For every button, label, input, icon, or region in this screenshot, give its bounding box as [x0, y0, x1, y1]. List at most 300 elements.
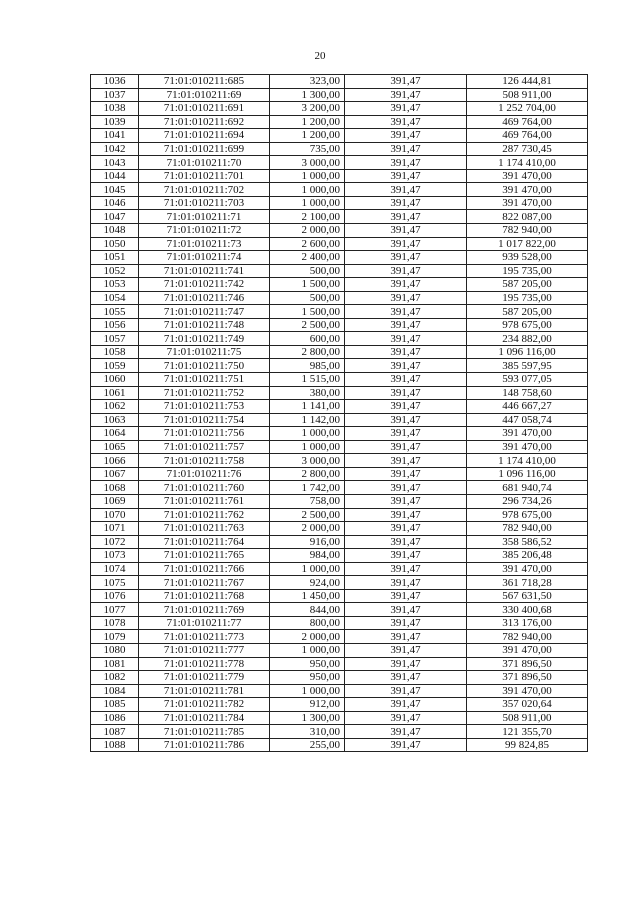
table-row — [91, 508, 588, 522]
area-cell: 2 600,00 — [270, 237, 345, 251]
area-cell: 916,00 — [270, 535, 345, 549]
value-cell: 296 734,26 — [467, 494, 588, 508]
rate-cell: 391,47 — [345, 413, 467, 427]
cadastral-number-cell: 71:01:010211:75 — [139, 345, 270, 359]
rate-cell: 391,47 — [345, 183, 467, 197]
area-cell: 1 500,00 — [270, 305, 345, 319]
value-cell: 195 735,00 — [467, 264, 588, 278]
rate-cell: 391,47 — [345, 102, 467, 116]
cadastral-number-cell: 71:01:010211:694 — [139, 129, 270, 143]
table-row — [91, 142, 588, 156]
value-cell: 391 470,00 — [467, 684, 588, 698]
cadastral-number-cell: 71:01:010211:768 — [139, 589, 270, 603]
table-row — [91, 603, 588, 617]
value-cell: 939 528,00 — [467, 251, 588, 265]
rate-cell: 391,47 — [345, 427, 467, 441]
row-number-cell: 1087 — [91, 725, 139, 739]
table-row — [91, 698, 588, 712]
row-number-cell: 1044 — [91, 169, 139, 183]
cadastral-number-cell: 71:01:010211:69 — [139, 88, 270, 102]
area-cell: 1 450,00 — [270, 589, 345, 603]
table-row — [91, 129, 588, 143]
row-number-cell: 1052 — [91, 264, 139, 278]
area-cell: 1 141,00 — [270, 400, 345, 414]
value-cell: 391 470,00 — [467, 643, 588, 657]
cadastral-number-cell: 71:01:010211:74 — [139, 251, 270, 265]
area-cell: 1 000,00 — [270, 427, 345, 441]
cadastral-number-cell: 71:01:010211:781 — [139, 684, 270, 698]
value-cell: 587 205,00 — [467, 305, 588, 319]
value-cell: 469 764,00 — [467, 129, 588, 143]
row-number-cell: 1066 — [91, 454, 139, 468]
area-cell: 2 000,00 — [270, 224, 345, 238]
row-number-cell: 1065 — [91, 440, 139, 454]
cadastral-number-cell: 71:01:010211:71 — [139, 210, 270, 224]
area-cell: 310,00 — [270, 725, 345, 739]
cadastral-number-cell: 71:01:010211:746 — [139, 291, 270, 305]
row-number-cell: 1072 — [91, 535, 139, 549]
row-number-cell: 1048 — [91, 224, 139, 238]
table-row — [91, 671, 588, 685]
area-cell: 800,00 — [270, 616, 345, 630]
value-cell: 391 470,00 — [467, 169, 588, 183]
value-cell: 391 470,00 — [467, 562, 588, 576]
value-cell: 1 017 822,00 — [467, 237, 588, 251]
table-row — [91, 88, 588, 102]
rate-cell: 391,47 — [345, 522, 467, 536]
area-cell: 2 000,00 — [270, 630, 345, 644]
rate-cell: 391,47 — [345, 400, 467, 414]
cadastral-number-cell: 71:01:010211:786 — [139, 738, 270, 752]
rate-cell: 391,47 — [345, 711, 467, 725]
row-number-cell: 1068 — [91, 481, 139, 495]
value-cell: 1 096 116,00 — [467, 467, 588, 481]
area-cell: 2 500,00 — [270, 318, 345, 332]
area-cell: 984,00 — [270, 549, 345, 563]
value-cell: 371 896,50 — [467, 657, 588, 671]
page-number: 20 — [314, 50, 326, 62]
cadastral-number-cell: 71:01:010211:769 — [139, 603, 270, 617]
cadastral-number-cell: 71:01:010211:703 — [139, 196, 270, 210]
rate-cell: 391,47 — [345, 616, 467, 630]
value-cell: 121 355,70 — [467, 725, 588, 739]
rate-cell: 391,47 — [345, 467, 467, 481]
rate-cell: 391,47 — [345, 562, 467, 576]
value-cell: 195 735,00 — [467, 291, 588, 305]
value-cell: 508 911,00 — [467, 88, 588, 102]
table-row — [91, 738, 588, 752]
row-number-cell: 1073 — [91, 549, 139, 563]
cadastral-number-cell: 71:01:010211:749 — [139, 332, 270, 346]
area-cell: 1 000,00 — [270, 643, 345, 657]
cadastral-number-cell: 71:01:010211:691 — [139, 102, 270, 116]
rate-cell: 391,47 — [345, 643, 467, 657]
table-row — [91, 467, 588, 481]
rate-cell: 391,47 — [345, 671, 467, 685]
area-cell: 924,00 — [270, 576, 345, 590]
rate-cell: 391,47 — [345, 359, 467, 373]
table-body — [91, 75, 588, 752]
value-cell: 508 911,00 — [467, 711, 588, 725]
table-row — [91, 332, 588, 346]
row-number-cell: 1069 — [91, 494, 139, 508]
area-cell: 2 800,00 — [270, 467, 345, 481]
area-cell: 1 142,00 — [270, 413, 345, 427]
rate-cell: 391,47 — [345, 345, 467, 359]
area-cell: 255,00 — [270, 738, 345, 752]
cadastral-number-cell: 71:01:010211:742 — [139, 278, 270, 292]
table-row — [91, 413, 588, 427]
row-number-cell: 1051 — [91, 251, 139, 265]
value-cell: 358 586,52 — [467, 535, 588, 549]
cadastral-number-cell: 71:01:010211:70 — [139, 156, 270, 170]
cadastral-number-cell: 71:01:010211:748 — [139, 318, 270, 332]
cadastral-number-cell: 71:01:010211:76 — [139, 467, 270, 481]
table-row — [91, 156, 588, 170]
cadastral-number-cell: 71:01:010211:702 — [139, 183, 270, 197]
table-row — [91, 711, 588, 725]
cadastral-number-cell: 71:01:010211:778 — [139, 657, 270, 671]
table-row — [91, 345, 588, 359]
table-row — [91, 589, 588, 603]
cadastral-number-cell: 71:01:010211:777 — [139, 643, 270, 657]
row-number-cell: 1036 — [91, 75, 139, 89]
table-row — [91, 278, 588, 292]
value-cell: 782 940,00 — [467, 224, 588, 238]
area-cell: 1 200,00 — [270, 115, 345, 129]
area-cell: 1 200,00 — [270, 129, 345, 143]
value-cell: 361 718,28 — [467, 576, 588, 590]
rate-cell: 391,47 — [345, 481, 467, 495]
rate-cell: 391,47 — [345, 156, 467, 170]
area-cell: 323,00 — [270, 75, 345, 89]
area-cell: 1 515,00 — [270, 373, 345, 387]
table-row — [91, 643, 588, 657]
row-number-cell: 1085 — [91, 698, 139, 712]
area-cell: 1 300,00 — [270, 711, 345, 725]
area-cell: 2 800,00 — [270, 345, 345, 359]
area-cell: 3 200,00 — [270, 102, 345, 116]
area-cell: 1 000,00 — [270, 169, 345, 183]
table-row — [91, 400, 588, 414]
value-cell: 391 470,00 — [467, 183, 588, 197]
rate-cell: 391,47 — [345, 129, 467, 143]
area-cell: 600,00 — [270, 332, 345, 346]
value-cell: 587 205,00 — [467, 278, 588, 292]
table-row — [91, 725, 588, 739]
area-cell: 985,00 — [270, 359, 345, 373]
cadastral-number-cell: 71:01:010211:767 — [139, 576, 270, 590]
area-cell: 1 300,00 — [270, 88, 345, 102]
row-number-cell: 1077 — [91, 603, 139, 617]
value-cell: 287 730,45 — [467, 142, 588, 156]
rate-cell: 391,47 — [345, 657, 467, 671]
rate-cell: 391,47 — [345, 278, 467, 292]
table-row — [91, 75, 588, 89]
table-row — [91, 264, 588, 278]
cadastral-number-cell: 71:01:010211:766 — [139, 562, 270, 576]
table-row — [91, 427, 588, 441]
row-number-cell: 1088 — [91, 738, 139, 752]
cadastral-number-cell: 71:01:010211:762 — [139, 508, 270, 522]
table-row — [91, 481, 588, 495]
row-number-cell: 1058 — [91, 345, 139, 359]
value-cell: 978 675,00 — [467, 318, 588, 332]
row-number-cell: 1043 — [91, 156, 139, 170]
row-number-cell: 1076 — [91, 589, 139, 603]
table-row — [91, 657, 588, 671]
cadastral-number-cell: 71:01:010211:764 — [139, 535, 270, 549]
area-cell: 950,00 — [270, 657, 345, 671]
table-row — [91, 562, 588, 576]
rate-cell: 391,47 — [345, 75, 467, 89]
row-number-cell: 1078 — [91, 616, 139, 630]
rate-cell: 391,47 — [345, 549, 467, 563]
rate-cell: 391,47 — [345, 210, 467, 224]
area-cell: 380,00 — [270, 386, 345, 400]
cadastral-number-cell: 71:01:010211:779 — [139, 671, 270, 685]
table-row — [91, 440, 588, 454]
value-cell: 567 631,50 — [467, 589, 588, 603]
table-row — [91, 196, 588, 210]
cadastral-number-cell: 71:01:010211:765 — [139, 549, 270, 563]
row-number-cell: 1060 — [91, 373, 139, 387]
rate-cell: 391,47 — [345, 305, 467, 319]
table-row — [91, 169, 588, 183]
row-number-cell: 1064 — [91, 427, 139, 441]
table-row — [91, 183, 588, 197]
table-row — [91, 237, 588, 251]
table-row — [91, 576, 588, 590]
rate-cell: 391,47 — [345, 196, 467, 210]
cadastral-number-cell: 71:01:010211:751 — [139, 373, 270, 387]
row-number-cell: 1050 — [91, 237, 139, 251]
rate-cell: 391,47 — [345, 291, 467, 305]
area-cell: 758,00 — [270, 494, 345, 508]
cadastral-number-cell: 71:01:010211:77 — [139, 616, 270, 630]
value-cell: 1 096 116,00 — [467, 345, 588, 359]
value-cell: 391 470,00 — [467, 196, 588, 210]
value-cell: 446 667,27 — [467, 400, 588, 414]
rate-cell: 391,47 — [345, 115, 467, 129]
area-cell: 500,00 — [270, 264, 345, 278]
table-row — [91, 494, 588, 508]
value-cell: 357 020,64 — [467, 698, 588, 712]
value-cell: 593 077,05 — [467, 373, 588, 387]
value-cell: 782 940,00 — [467, 630, 588, 644]
cadastral-number-cell: 71:01:010211:773 — [139, 630, 270, 644]
rate-cell: 391,47 — [345, 386, 467, 400]
area-cell: 735,00 — [270, 142, 345, 156]
table-row — [91, 251, 588, 265]
cadastral-number-cell: 71:01:010211:760 — [139, 481, 270, 495]
value-cell: 148 758,60 — [467, 386, 588, 400]
rate-cell: 391,47 — [345, 264, 467, 278]
table-row — [91, 115, 588, 129]
rate-cell: 391,47 — [345, 142, 467, 156]
value-cell: 371 896,50 — [467, 671, 588, 685]
value-cell: 1 174 410,00 — [467, 156, 588, 170]
cadastral-number-cell: 71:01:010211:754 — [139, 413, 270, 427]
rate-cell: 391,47 — [345, 237, 467, 251]
area-cell: 1 000,00 — [270, 562, 345, 576]
area-cell: 844,00 — [270, 603, 345, 617]
row-number-cell: 1053 — [91, 278, 139, 292]
row-number-cell: 1063 — [91, 413, 139, 427]
row-number-cell: 1037 — [91, 88, 139, 102]
table-row — [91, 549, 588, 563]
rate-cell: 391,47 — [345, 332, 467, 346]
table-row — [91, 102, 588, 116]
rate-cell: 391,47 — [345, 318, 467, 332]
row-number-cell: 1055 — [91, 305, 139, 319]
cadastral-number-cell: 71:01:010211:741 — [139, 264, 270, 278]
cadastral-number-cell: 71:01:010211:750 — [139, 359, 270, 373]
row-number-cell: 1080 — [91, 643, 139, 657]
area-cell: 2 400,00 — [270, 251, 345, 265]
value-cell: 330 400,68 — [467, 603, 588, 617]
value-cell: 385 206,48 — [467, 549, 588, 563]
value-cell: 822 087,00 — [467, 210, 588, 224]
table-row — [91, 616, 588, 630]
row-number-cell: 1047 — [91, 210, 139, 224]
rate-cell: 391,47 — [345, 454, 467, 468]
cadastral-number-cell: 71:01:010211:685 — [139, 75, 270, 89]
rate-cell: 391,47 — [345, 535, 467, 549]
rate-cell: 391,47 — [345, 738, 467, 752]
rate-cell: 391,47 — [345, 373, 467, 387]
data-table — [90, 74, 588, 752]
row-number-cell: 1039 — [91, 115, 139, 129]
row-number-cell: 1061 — [91, 386, 139, 400]
cadastral-number-cell: 71:01:010211:753 — [139, 400, 270, 414]
area-cell: 1 000,00 — [270, 183, 345, 197]
area-cell: 950,00 — [270, 671, 345, 685]
value-cell: 978 675,00 — [467, 508, 588, 522]
cadastral-number-cell: 71:01:010211:782 — [139, 698, 270, 712]
area-cell: 1 000,00 — [270, 196, 345, 210]
row-number-cell: 1084 — [91, 684, 139, 698]
cadastral-number-cell: 71:01:010211:747 — [139, 305, 270, 319]
value-cell: 391 470,00 — [467, 440, 588, 454]
area-cell: 1 000,00 — [270, 440, 345, 454]
table-row — [91, 535, 588, 549]
cadastral-number-cell: 71:01:010211:73 — [139, 237, 270, 251]
row-number-cell: 1082 — [91, 671, 139, 685]
area-cell: 2 100,00 — [270, 210, 345, 224]
area-cell: 2 500,00 — [270, 508, 345, 522]
value-cell: 391 470,00 — [467, 427, 588, 441]
cadastral-number-cell: 71:01:010211:701 — [139, 169, 270, 183]
row-number-cell: 1067 — [91, 467, 139, 481]
cadastral-number-cell: 71:01:010211:763 — [139, 522, 270, 536]
table-row — [91, 522, 588, 536]
area-cell: 500,00 — [270, 291, 345, 305]
area-cell: 912,00 — [270, 698, 345, 712]
table-row — [91, 291, 588, 305]
rate-cell: 391,47 — [345, 169, 467, 183]
cadastral-number-cell: 71:01:010211:752 — [139, 386, 270, 400]
row-number-cell: 1041 — [91, 129, 139, 143]
area-cell: 1 742,00 — [270, 481, 345, 495]
rate-cell: 391,47 — [345, 589, 467, 603]
cadastral-number-cell: 71:01:010211:784 — [139, 711, 270, 725]
cadastral-number-cell: 71:01:010211:757 — [139, 440, 270, 454]
area-cell: 1 500,00 — [270, 278, 345, 292]
area-cell: 2 000,00 — [270, 522, 345, 536]
rate-cell: 391,47 — [345, 251, 467, 265]
rate-cell: 391,47 — [345, 224, 467, 238]
cadastral-number-cell: 71:01:010211:761 — [139, 494, 270, 508]
row-number-cell: 1081 — [91, 657, 139, 671]
row-number-cell: 1086 — [91, 711, 139, 725]
rate-cell: 391,47 — [345, 508, 467, 522]
row-number-cell: 1062 — [91, 400, 139, 414]
rate-cell: 391,47 — [345, 725, 467, 739]
row-number-cell: 1059 — [91, 359, 139, 373]
area-cell: 3 000,00 — [270, 156, 345, 170]
row-number-cell: 1070 — [91, 508, 139, 522]
table-row — [91, 684, 588, 698]
table-row — [91, 305, 588, 319]
cadastral-number-cell: 71:01:010211:72 — [139, 224, 270, 238]
row-number-cell: 1042 — [91, 142, 139, 156]
cadastral-number-cell: 71:01:010211:692 — [139, 115, 270, 129]
rate-cell: 391,47 — [345, 494, 467, 508]
rate-cell: 391,47 — [345, 630, 467, 644]
table-row — [91, 210, 588, 224]
area-cell: 3 000,00 — [270, 454, 345, 468]
value-cell: 234 882,00 — [467, 332, 588, 346]
rate-cell: 391,47 — [345, 440, 467, 454]
value-cell: 447 058,74 — [467, 413, 588, 427]
cadastral-number-cell: 71:01:010211:756 — [139, 427, 270, 441]
value-cell: 313 176,00 — [467, 616, 588, 630]
value-cell: 469 764,00 — [467, 115, 588, 129]
value-cell: 782 940,00 — [467, 522, 588, 536]
cadastral-number-cell: 71:01:010211:785 — [139, 725, 270, 739]
value-cell: 385 597,95 — [467, 359, 588, 373]
table-row — [91, 318, 588, 332]
rate-cell: 391,47 — [345, 88, 467, 102]
cadastral-number-cell: 71:01:010211:699 — [139, 142, 270, 156]
row-number-cell: 1056 — [91, 318, 139, 332]
table-row — [91, 224, 588, 238]
rate-cell: 391,47 — [345, 698, 467, 712]
value-cell: 99 824,85 — [467, 738, 588, 752]
row-number-cell: 1045 — [91, 183, 139, 197]
row-number-cell: 1046 — [91, 196, 139, 210]
rate-cell: 391,47 — [345, 603, 467, 617]
value-cell: 681 940,74 — [467, 481, 588, 495]
rate-cell: 391,47 — [345, 684, 467, 698]
table-row — [91, 386, 588, 400]
value-cell: 1 252 704,00 — [467, 102, 588, 116]
row-number-cell: 1075 — [91, 576, 139, 590]
value-cell: 1 174 410,00 — [467, 454, 588, 468]
table-row — [91, 630, 588, 644]
row-number-cell: 1054 — [91, 291, 139, 305]
row-number-cell: 1074 — [91, 562, 139, 576]
rate-cell: 391,47 — [345, 576, 467, 590]
row-number-cell: 1057 — [91, 332, 139, 346]
area-cell: 1 000,00 — [270, 684, 345, 698]
table-row — [91, 454, 588, 468]
table-row — [91, 373, 588, 387]
row-number-cell: 1071 — [91, 522, 139, 536]
row-number-cell: 1079 — [91, 630, 139, 644]
table-row — [91, 359, 588, 373]
